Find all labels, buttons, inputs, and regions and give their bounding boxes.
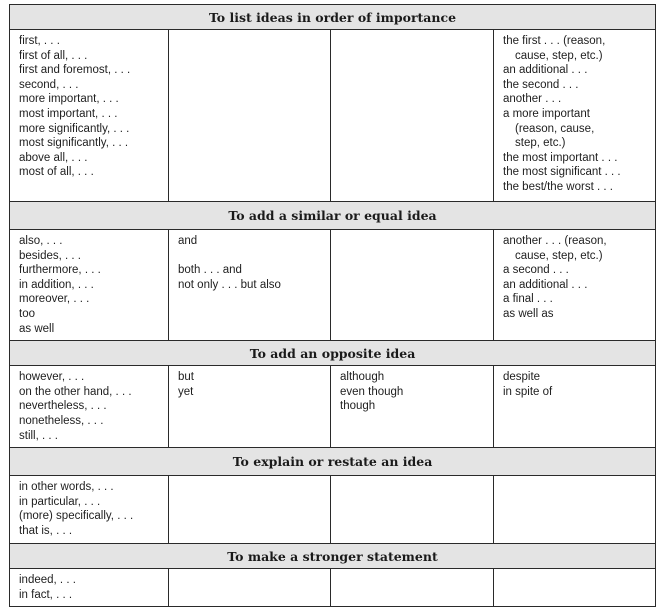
transition-expression: on the other hand, . . . (19, 385, 132, 398)
section-body-row (10, 230, 656, 341)
transition-expression: the most important . . . (503, 151, 618, 164)
section-body-row (10, 30, 656, 202)
transition-expression: moreover, . . . (19, 293, 90, 306)
transition-expression: furthermore, . . . (19, 264, 101, 277)
section-header: To add an opposite idea (10, 341, 656, 366)
transition-expression: the most significant . . . (503, 166, 621, 179)
transition-expression: (reason, cause, (515, 122, 595, 135)
section-header: To explain or restate an idea (10, 448, 656, 476)
transition-expression: more important, . . . (19, 93, 119, 106)
expression-cell (10, 569, 169, 607)
expression-cell (331, 230, 494, 341)
transition-expression: besides, . . . (19, 249, 82, 262)
transition-expression: both . . . and (178, 264, 242, 277)
transition-expression: although (340, 371, 385, 384)
section-body-row (10, 366, 656, 448)
transition-expression: as well as (503, 307, 554, 320)
transition-expression: first, . . . (19, 35, 60, 47)
section-header-row (10, 202, 656, 230)
expression-cell (169, 569, 331, 607)
transition-expression: too (19, 307, 35, 320)
transition-expression: a final . . . (503, 293, 553, 306)
expression-cell (494, 366, 656, 448)
section-body-row (10, 476, 656, 544)
expression-cell (331, 569, 494, 607)
transition-expression: most of all, . . . (19, 166, 94, 179)
transition-expression: first of all, . . . (19, 49, 88, 62)
section-header-row (10, 341, 656, 366)
expression-cell (10, 476, 169, 544)
transition-expression: first and foremost, . . . (19, 64, 131, 77)
transition-expression: most significantly, . . . (19, 137, 129, 150)
expression-cell (331, 366, 494, 448)
transitions-table-body (10, 5, 656, 607)
transition-expression: an additional . . . (503, 64, 588, 77)
transition-expression: though (340, 400, 376, 413)
transitions-table (9, 4, 656, 607)
transition-expression: most important, . . . (19, 107, 118, 120)
blank-line (178, 249, 322, 264)
expression-cell (169, 230, 331, 341)
expression-cell (494, 30, 656, 202)
expression-cell (169, 30, 331, 202)
transition-expression: despite (503, 371, 541, 384)
transition-expression: an additional . . . (503, 278, 588, 291)
transition-expression: more significantly, . . . (19, 122, 130, 135)
transition-expression: indeed, . . . (19, 574, 76, 587)
section-body-row (10, 569, 656, 607)
transition-expression: as well (19, 322, 55, 335)
transition-expression: nevertheless, . . . (19, 400, 107, 413)
transition-expression: however, . . . (19, 371, 85, 384)
section-header: To make a stronger statement (10, 544, 656, 569)
transition-expression: also, . . . (19, 235, 63, 247)
transition-expression: in spite of (503, 385, 553, 398)
transition-expression: second, . . . (19, 78, 79, 91)
transition-expression: a second . . . (503, 264, 569, 277)
transition-expression: in fact, . . . (19, 588, 73, 601)
expression-cell (494, 569, 656, 607)
transition-expression: step, etc.) (515, 137, 566, 150)
transition-expression: cause, step, etc.) (515, 49, 603, 62)
transition-expression: nonetheless, . . . (19, 414, 104, 427)
transition-expression: in addition, . . . (19, 278, 94, 291)
section-header-row (10, 5, 656, 30)
transition-expression: another . . . (503, 93, 562, 106)
transition-expression: (more) specifically, . . . (19, 510, 134, 523)
expression-cell (331, 30, 494, 202)
transition-expression: not only . . . but also (178, 278, 281, 291)
transition-expression: above all, . . . (19, 151, 88, 164)
expression-cell (331, 476, 494, 544)
expression-cell (169, 476, 331, 544)
transition-expression: in particular, . . . (19, 495, 101, 508)
transition-expression: another . . . (reason, (503, 235, 607, 247)
transition-expression: still, . . . (19, 429, 58, 442)
transition-expression: but (178, 371, 194, 384)
transition-expression: in other words, . . . (19, 481, 114, 494)
section-header: To list ideas in order of importance (10, 5, 656, 30)
transition-expression: a more important (503, 107, 590, 120)
expression-cell (169, 366, 331, 448)
expression-cell (10, 230, 169, 341)
transition-expression: yet (178, 385, 194, 398)
expression-cell (494, 230, 656, 341)
transition-expression: the best/the worst . . . (503, 180, 613, 193)
transition-expression: cause, step, etc.) (515, 249, 603, 262)
transition-expression: that is, . . . (19, 524, 73, 537)
transition-expression: the second . . . (503, 78, 579, 91)
section-header-row (10, 544, 656, 569)
transition-expression: even though (340, 385, 404, 398)
section-header-row (10, 448, 656, 476)
expression-cell (494, 476, 656, 544)
transition-expression: and (178, 235, 198, 247)
expression-cell (10, 30, 169, 202)
transition-expression: the first . . . (reason, (503, 35, 606, 47)
section-header: To add a similar or equal idea (10, 202, 656, 230)
expression-cell (10, 366, 169, 448)
